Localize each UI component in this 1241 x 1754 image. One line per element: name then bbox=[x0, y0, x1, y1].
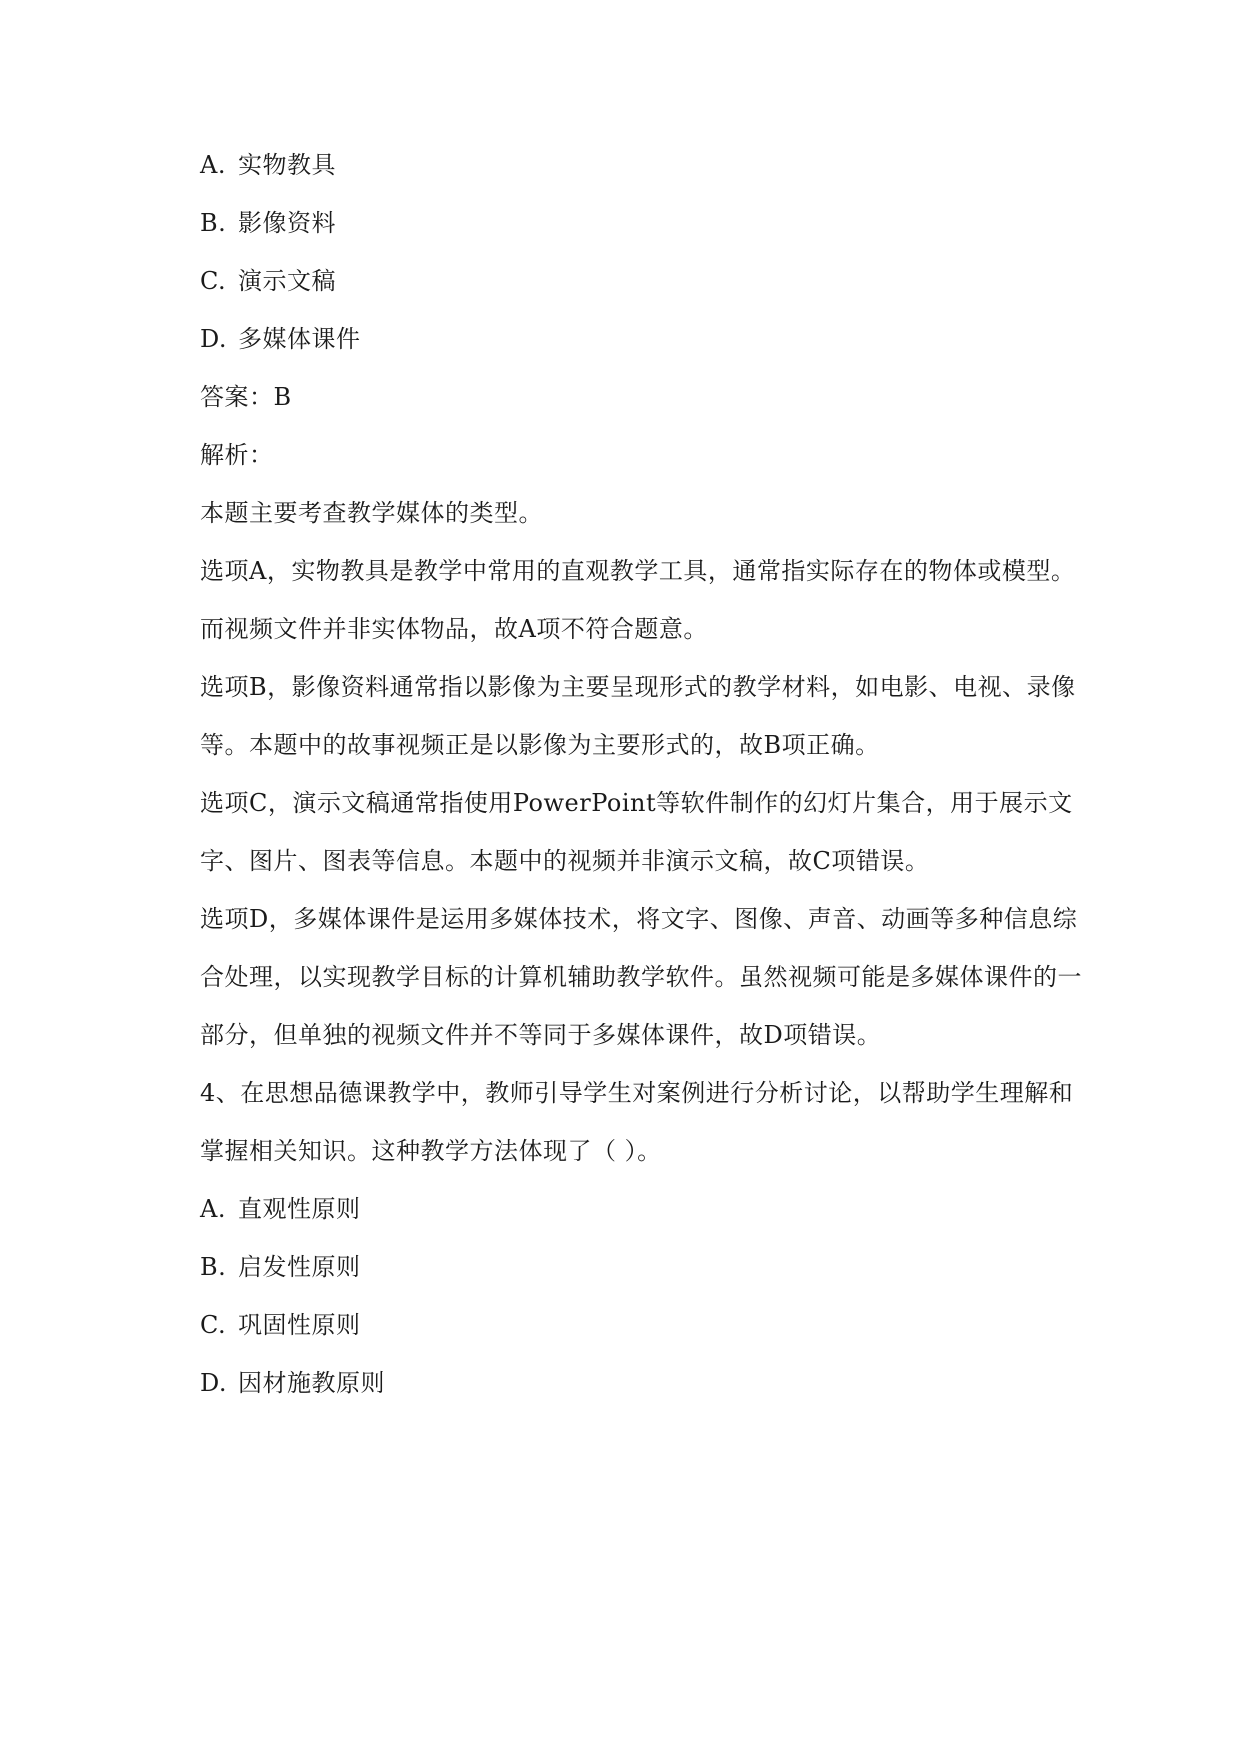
q4-option-c bbox=[200, 1308, 1100, 1342]
analysis-line: 本题主要考查教学媒体的类型。 bbox=[200, 499, 543, 527]
q3-analysis-label: 解析： bbox=[200, 441, 274, 469]
option-letter: A. bbox=[200, 1195, 226, 1223]
option-letter: A. bbox=[200, 151, 226, 179]
option-text: 演示文稿 bbox=[238, 267, 336, 295]
analysis-line: 选项C，演示文稿通常指使用PowerPoint等软件制作的幻灯片集合，用于展示文 bbox=[200, 789, 1073, 817]
option-letter: D. bbox=[200, 1369, 228, 1397]
analysis-line: 选项D，多媒体课件是运用多媒体技术，将文字、图像、声音、动画等多种信息综 bbox=[200, 905, 1078, 933]
q3-option-c bbox=[200, 264, 1100, 298]
analysis-line: 合处理，以实现教学目标的计算机辅助教学软件。虽然视频可能是多媒体课件的一 bbox=[200, 963, 1082, 991]
q3-option-b bbox=[200, 206, 1100, 240]
analysis-line: 而视频文件并非实体物品，故A项不符合题意。 bbox=[200, 615, 708, 643]
option-letter: C. bbox=[200, 1311, 227, 1339]
q4-question-line: 4、在思想品德课教学中，教师引导学生对案例进行分析讨论，以帮助学生理解和 bbox=[200, 1079, 1074, 1107]
analysis-line: 选项B，影像资料通常指以影像为主要呈现形式的教学材料，如电影、电视、录像 bbox=[200, 673, 1076, 701]
option-text: 启发性原则 bbox=[238, 1253, 361, 1281]
q3-answer: 答案：B bbox=[200, 383, 292, 411]
option-text: 因材施教原则 bbox=[238, 1369, 385, 1397]
q3-option-d bbox=[200, 322, 1100, 356]
analysis-line: 字、图片、图表等信息。本题中的视频并非演示文稿，故C项错误。 bbox=[200, 847, 930, 875]
option-letter: C. bbox=[200, 267, 227, 295]
option-letter: B. bbox=[200, 209, 227, 237]
option-text: 实物教具 bbox=[238, 151, 336, 179]
analysis-line: 部分，但单独的视频文件并不等同于多媒体课件，故D项错误。 bbox=[200, 1021, 882, 1049]
analysis-line: 选项A，实物教具是教学中常用的直观教学工具，通常指实际存在的物体或模型。 bbox=[200, 557, 1076, 585]
q4-question-line: 掌握相关知识。这种教学方法体现了（ ）。 bbox=[200, 1137, 662, 1165]
option-text: 巩固性原则 bbox=[238, 1311, 361, 1339]
q3-option-a bbox=[200, 148, 1100, 182]
q4-option-d bbox=[200, 1366, 1100, 1400]
option-text: 直观性原则 bbox=[238, 1195, 361, 1223]
option-letter: D. bbox=[200, 325, 228, 353]
option-letter: B. bbox=[200, 1253, 227, 1281]
option-text: 影像资料 bbox=[238, 209, 336, 237]
q4-option-b bbox=[200, 1250, 1100, 1284]
q4-option-a bbox=[200, 1192, 1100, 1226]
option-text: 多媒体课件 bbox=[238, 325, 361, 353]
analysis-line: 等。本题中的故事视频正是以影像为主要形式的，故B项正确。 bbox=[200, 731, 880, 759]
